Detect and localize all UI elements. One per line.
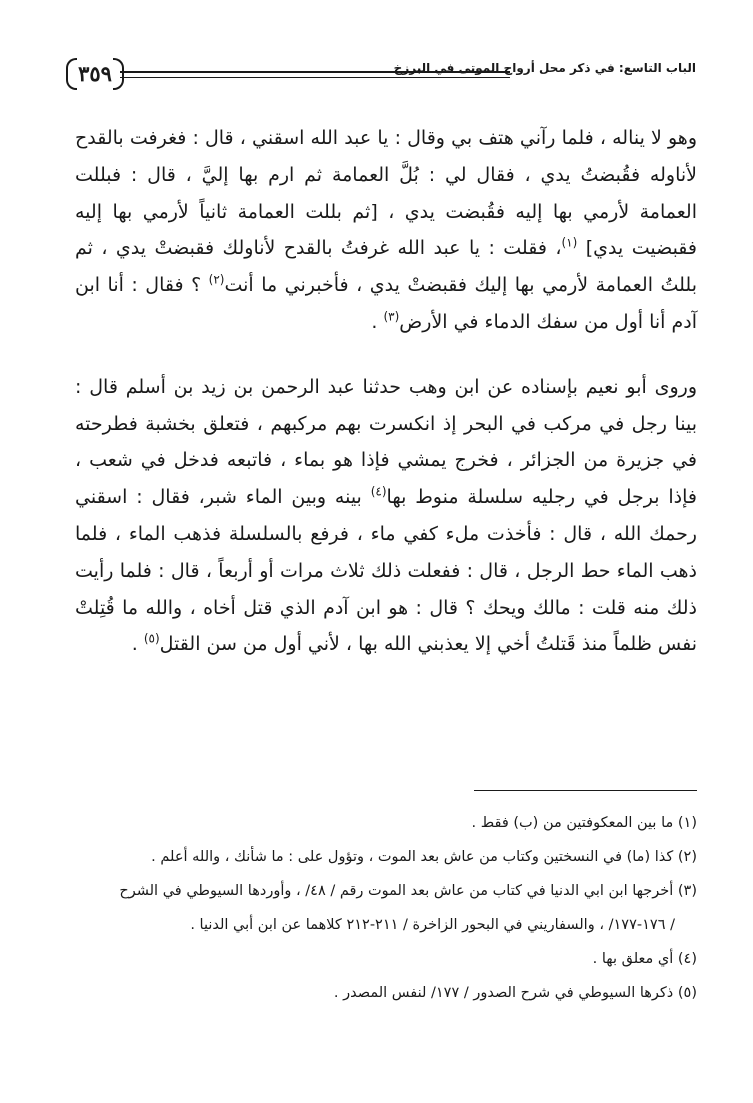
page-number-frame: [66, 55, 124, 91]
paragraph-text: .: [371, 310, 384, 333]
footnote-separator: [474, 790, 697, 791]
footnote-3-continued: / ١٧٦-١٧٧/ ، والسفاريني في البحور الزاخرة / ٢١١-٢١٢ كلاهما عن ابن أبي الدنيا .: [190, 917, 675, 933]
footnote-2: (٢) كذا (ما) في النسختين وكتاب من عاش بعد الموت ، وتؤول على : ما شأنك ، والله أعلم .: [151, 849, 697, 865]
footnote-5: (٥) ذكرها السيوطي في شرح الصدور / ١٧٧/ لنفس المصدر .: [333, 985, 697, 1001]
footnote-ref-4: (٤): [370, 484, 387, 499]
paragraph-text: بينه وبين الماء شبر، فقال : اسقني رحمك الله ، قال : فأخذت ملء كفي ماء ، فرفع بالسلسلة فذهب الماء ، فلما ذهب الماء حط الرجل ، قال : ففعلت ذلك ثلاث مرات أو أربعاً ، قال : فلما رأيت ذلك منه قلت : مالك ويحك ؟ قال : هو ابن آدم الذي قتل أخاه ، والله ما قُتِلتْ نفس ظلماً منذ قَتلتُ أخي إلا يعذبني الله بها ، لأني أول من سن القتل: [75, 486, 697, 656]
paragraph-text: ، فقلت : يا عبد الله غرفتُ بالقدح لأناولك فقبضتْ يدي ، ثم بللتُ العمامة لأرمي بها إليك فقبضتْ يدي ، فأخبرني ما أنت: [75, 237, 697, 297]
paragraph-1: [75, 120, 697, 341]
footnote-ref-3: (٣): [383, 309, 400, 324]
main-text: [75, 120, 697, 663]
footnote-ref-1: (١): [561, 236, 578, 251]
page-number: ٣٥٩: [78, 60, 112, 86]
footnotes: [75, 806, 697, 1010]
paragraph-text: وروى أبو نعيم بإسناده عن ابن وهب حدثنا عبد الرحمن بن زيد بن أسلم قال : بينا رجل في مركب في البحر إذ انكسرت بهم مركبهم ، فتعلق بخشبة فطرحته في جزيرة من الجزائر ، فخرج يمشي فإذا هو بماء ، فاتبعه فدخل في شعب ، فإذا برجل في رجليه سلسلة منوط بها: [75, 375, 697, 509]
paragraph-2: [75, 369, 697, 663]
footnote-4: (٤) أي معلق بها .: [592, 951, 697, 967]
chapter-title: الباب التاسع: في ذكر محل أرواح الموتى في البرزخ: [393, 61, 696, 75]
footnote-ref-2: (٢): [208, 272, 225, 287]
footnote-1: (١) ما بين المعكوفتين من (ب) فقط .: [471, 815, 697, 831]
page-header: [66, 55, 696, 93]
paragraph-text: وهو لا يناله ، فلما رآني هتف بي وقال : يا عبد الله اسقني ، قال : فغرفت بالقدح لأناوله فقُبضتُ يدي ، فقال لي : بُلَّ العمامة ثم ارم بها إليَّ ، قال : فبللت العمامة لأرمي بها إليه فقُبضت يدي ، [ثم بللت العمامة ثانياً لأرمي بها إليه فقبضيت يدي]: [75, 127, 698, 260]
paragraph-text: ؟ فقال : أنا ابن آدم أنا أول من سفك الدماء في الأرض: [75, 274, 697, 333]
footnote-3: (٣) أخرجها ابن ابي الدنيا في كتاب من عاش بعد الموت رقم / ٤٨/ ، وأوردها السيوطي في الشرح: [119, 883, 697, 899]
footnote-ref-5: (٥): [143, 632, 160, 647]
paragraph-text: .: [131, 633, 144, 656]
